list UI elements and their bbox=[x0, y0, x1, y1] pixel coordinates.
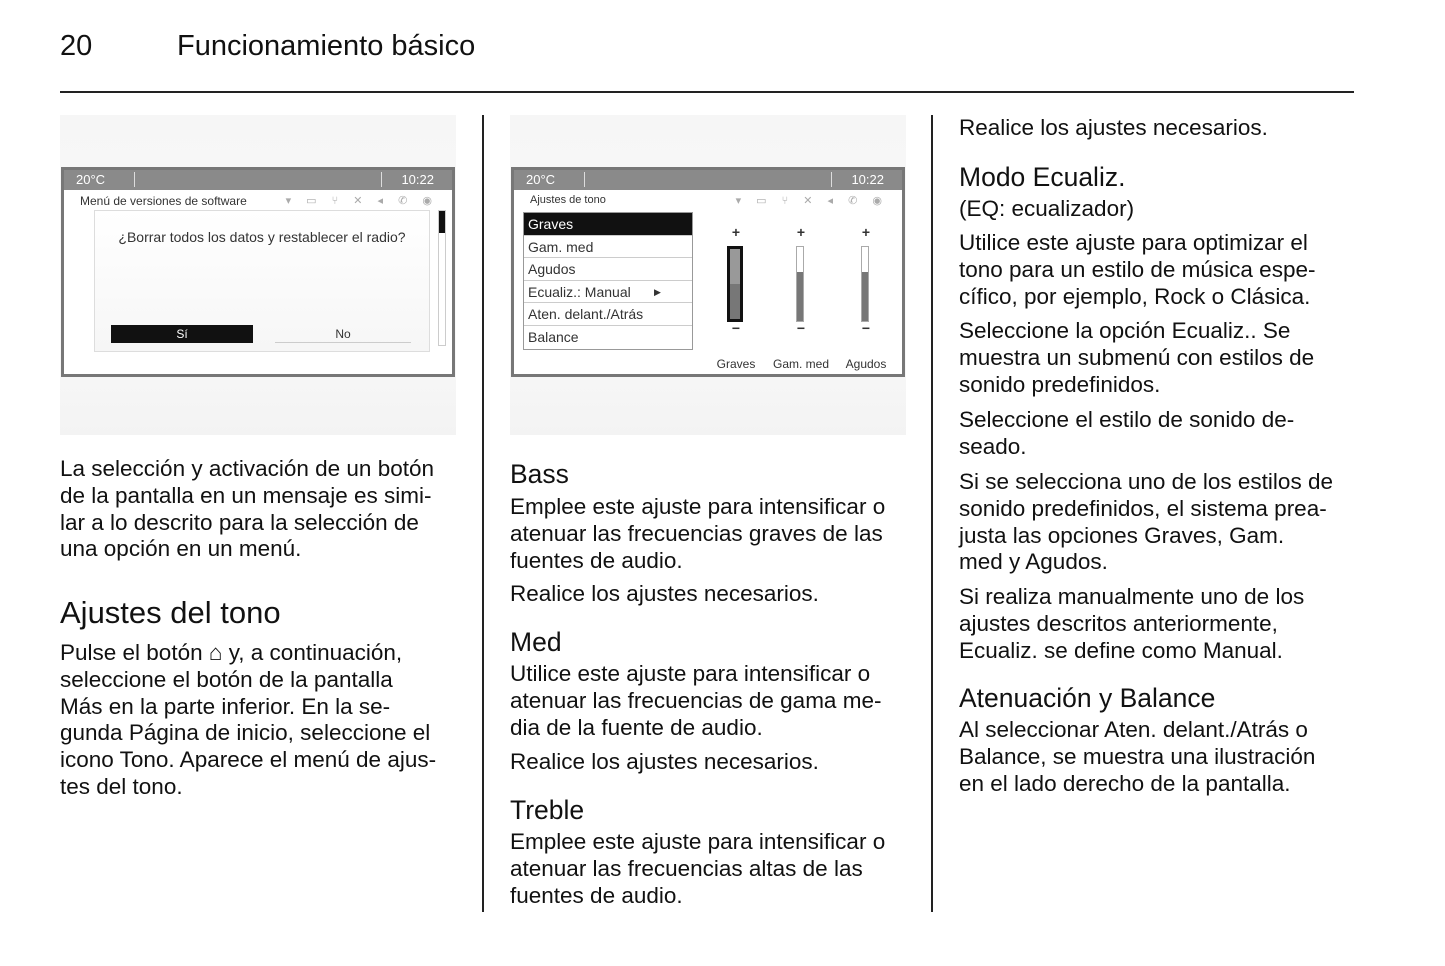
scrollbar[interactable] bbox=[438, 210, 446, 346]
menu-item-gam-med[interactable]: Gam. med bbox=[524, 236, 692, 259]
text-line: Ecualiz. se define como Manual. bbox=[959, 637, 1283, 663]
text-line: Balance, se muestra una ilustración bbox=[959, 743, 1316, 769]
status-icons: ▾ ▭ ⑂ ✕ ◂ ✆ ◉ bbox=[735, 195, 888, 207]
slider-agudos[interactable] bbox=[856, 224, 876, 334]
minus-icon[interactable]: − bbox=[861, 320, 871, 336]
paragraph bbox=[959, 230, 1359, 310]
status-bar bbox=[514, 170, 902, 190]
figure-reset-dialog bbox=[60, 115, 456, 435]
text-line: tes del tono. bbox=[60, 773, 183, 799]
status-icons: ▾ ▭ ⑂ ✕ ◂ ✆ ◉ bbox=[285, 195, 438, 207]
section-heading: Treble bbox=[510, 795, 585, 825]
minus-icon[interactable]: − bbox=[796, 320, 806, 336]
paragraph bbox=[959, 318, 1359, 398]
figure-tone-settings bbox=[510, 115, 906, 435]
text-line: Utilice este ajuste para optimizar el bbox=[959, 230, 1308, 255]
text-line: Al seleccionar Aten. delant./Atrás o bbox=[959, 717, 1308, 742]
slider-graves[interactable] bbox=[726, 224, 746, 334]
text-line: Si realiza manualmente uno de los bbox=[959, 584, 1305, 609]
paragraph: (EQ: ecualizador) bbox=[959, 196, 1135, 221]
text-line: una opción en un menú. bbox=[60, 536, 302, 562]
screen-title: Ajustes de tono bbox=[530, 194, 606, 206]
menu-item-graves[interactable]: Graves bbox=[524, 213, 692, 236]
screen bbox=[511, 167, 905, 377]
text-line: cífico, por ejemplo, Rock o Clásica. bbox=[959, 283, 1311, 309]
status-bar bbox=[64, 170, 452, 190]
section-heading: Bass bbox=[510, 459, 569, 489]
paragraph: Realice los ajustes necesarios. bbox=[510, 581, 819, 606]
text-line: icono Tono. Aparece el menú de ajus- bbox=[60, 747, 437, 773]
slider-label: Gam. med bbox=[772, 357, 829, 371]
text-line: Pulse el botón ⌂ y, a continuación, bbox=[60, 640, 403, 665]
slider-label: Graves bbox=[716, 357, 756, 371]
paragraph bbox=[60, 456, 460, 563]
column-divider bbox=[482, 115, 484, 912]
text-line: atenuar las frecuencias altas de las bbox=[510, 855, 863, 881]
paragraph bbox=[959, 584, 1359, 664]
text-line: Utilice este ajuste para intensificar o bbox=[510, 661, 871, 686]
text-line: med y Agudos. bbox=[959, 549, 1108, 575]
menu-item-balance[interactable]: Balance bbox=[528, 328, 579, 345]
text-line: ajustes descritos anteriormente, bbox=[959, 610, 1278, 636]
temperature: 20°C bbox=[76, 172, 106, 187]
paragraph bbox=[510, 661, 910, 741]
text-line: dia de la fuente de audio. bbox=[510, 714, 763, 740]
text-line: gunda Página de inicio, seleccione el bbox=[60, 720, 431, 746]
text-line: seado. bbox=[959, 433, 1027, 459]
clock: 10:22 bbox=[851, 172, 884, 187]
text-line: Seleccione el estilo de sonido de- bbox=[959, 407, 1295, 432]
section-heading: Atenuación y Balance bbox=[959, 683, 1216, 713]
paragraph: Realice los ajustes necesarios. bbox=[959, 115, 1268, 140]
text-line: Seleccione la opción Ecualiz.. Se bbox=[959, 318, 1291, 343]
menu-item-label: Ecualiz.: Manual bbox=[528, 283, 631, 300]
slider-gam-med[interactable] bbox=[791, 224, 811, 334]
text-line: Si se selecciona uno de los estilos de bbox=[959, 469, 1333, 494]
text-line: de la pantalla en un mensaje es simi- bbox=[60, 482, 432, 508]
text-line: Emplee este ajuste para intensificar o bbox=[510, 494, 886, 519]
page-title: Funcionamiento básico bbox=[177, 30, 476, 62]
plus-icon[interactable]: + bbox=[861, 224, 871, 240]
paragraph: Realice los ajustes necesarios. bbox=[510, 749, 819, 774]
text-line: fuentes de audio. bbox=[510, 547, 683, 573]
text-line: tono para un estilo de música espe- bbox=[959, 256, 1316, 282]
section-heading: Modo Ecualiz. bbox=[959, 162, 1126, 192]
confirm-dialog bbox=[94, 210, 430, 352]
slider-label: Agudos bbox=[845, 357, 887, 371]
no-button[interactable]: No bbox=[275, 325, 411, 343]
text-line: en el lado derecho de la pantalla. bbox=[959, 770, 1291, 796]
minus-icon[interactable]: − bbox=[731, 320, 741, 336]
clock: 10:22 bbox=[401, 172, 434, 187]
menu-item-ecualiz[interactable] bbox=[524, 281, 692, 304]
dialog-question: ¿Borrar todos los datos y restablecer el radio? bbox=[118, 229, 406, 245]
plus-icon[interactable]: + bbox=[796, 224, 806, 240]
paragraph bbox=[959, 717, 1359, 797]
header-divider bbox=[60, 91, 1354, 93]
screen bbox=[61, 167, 455, 377]
plus-icon[interactable]: + bbox=[731, 224, 741, 240]
text-line: Emplee este ajuste para intensificar o bbox=[510, 829, 886, 854]
temperature: 20°C bbox=[526, 172, 556, 187]
paragraph bbox=[60, 640, 460, 801]
paragraph bbox=[510, 829, 910, 909]
text-line: muestra un submenú con estilos de bbox=[959, 344, 1315, 370]
column-divider bbox=[931, 115, 933, 912]
paragraph bbox=[959, 469, 1359, 576]
paragraph bbox=[959, 407, 1359, 461]
paragraph bbox=[510, 494, 910, 574]
text-line: atenuar las frecuencias graves de las bbox=[510, 520, 883, 546]
text-line: atenuar las frecuencias de gama me- bbox=[510, 687, 882, 713]
text-line: seleccione el botón de la pantalla bbox=[60, 666, 393, 692]
text-line: sonido predefinidos. bbox=[959, 371, 1161, 397]
home-icon: ⌂ bbox=[208, 640, 223, 665]
section-heading: Med bbox=[510, 627, 562, 657]
section-heading: Ajustes del tono bbox=[60, 595, 281, 630]
menu-item-agudos[interactable]: Agudos bbox=[524, 258, 692, 281]
chevron-right-icon: ▶ bbox=[654, 286, 661, 297]
text-line: justa las opciones Graves, Gam. bbox=[959, 522, 1285, 548]
menu-item-aten[interactable]: Aten. delant./Atrás bbox=[524, 303, 692, 326]
screen-title: Menú de versiones de software bbox=[80, 194, 247, 208]
tone-menu bbox=[523, 212, 693, 350]
text-line: Más en la parte inferior. En la se- bbox=[60, 693, 391, 719]
text-line: sonido predefinidos, el sistema prea- bbox=[959, 495, 1327, 521]
text-line: La selección y activación de un botón bbox=[60, 456, 434, 481]
text-line: fuentes de audio. bbox=[510, 882, 683, 908]
yes-button[interactable]: Sí bbox=[111, 325, 253, 343]
page-number: 20 bbox=[60, 30, 93, 62]
text-line: lar a lo descrito para la selección de bbox=[60, 509, 419, 535]
